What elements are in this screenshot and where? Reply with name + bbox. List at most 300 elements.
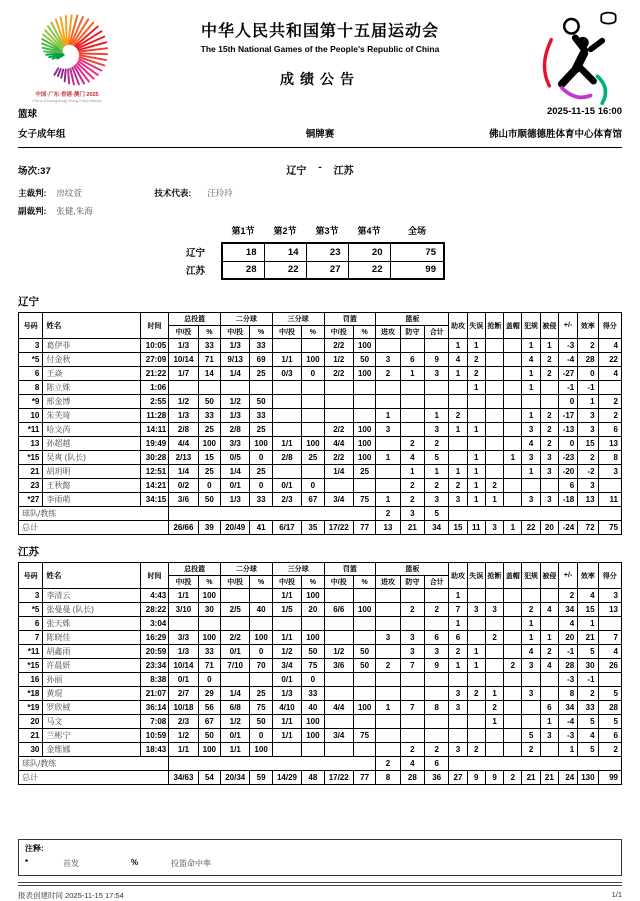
stat-cell: 1 [467, 423, 485, 437]
stat-cell: 14/29 [272, 771, 301, 785]
player-name: 邢金博 [43, 395, 140, 409]
stat-cell: 3 [522, 423, 540, 437]
stat-cell [400, 673, 424, 687]
team-coach-label: 球队/教练 [19, 757, 169, 771]
percent-legend: 投篮命中率 [171, 859, 211, 868]
team-coach-label: 球队/教练 [19, 507, 169, 521]
stat-cell: 10:59 [140, 729, 168, 743]
player-name: 王秋懿 [43, 479, 140, 493]
stat-cell: -1 [578, 381, 598, 395]
stat-cell: 69 [250, 353, 272, 367]
stat-cell: 7:08 [140, 715, 168, 729]
stat-cell: 100 [353, 423, 375, 437]
stat-cell: 1 [467, 465, 485, 479]
quarter-row [186, 243, 444, 261]
quarter-header: 第3节 [315, 226, 339, 236]
column-header: 罚篮 [324, 563, 376, 576]
stat-cell: 3/10 [169, 603, 198, 617]
column-header: 二分球 [221, 563, 273, 576]
stat-cell [425, 687, 449, 701]
stat-cell: 1 [522, 381, 540, 395]
column-header: 篮板 [376, 313, 449, 326]
player-name: 马文 [43, 715, 140, 729]
stat-cell: 75 [302, 659, 324, 673]
stat-cell: 0/1 [169, 673, 198, 687]
stat-cell: 2 [376, 507, 400, 521]
stat-cell: -4 [558, 353, 577, 367]
stat-cell: 1/3 [221, 339, 250, 353]
tech-delegate-label: 技术代表: [154, 188, 192, 198]
stat-cell: 29 [198, 687, 220, 701]
stat-cell: 1 [376, 409, 400, 423]
stat-cell [400, 381, 424, 395]
column-header: 进攻 [376, 576, 400, 589]
stat-cell: 75 [353, 729, 375, 743]
stat-cell: 1/2 [169, 395, 198, 409]
stat-cell: 16 [19, 673, 43, 687]
stat-cell: 25 [250, 423, 272, 437]
referee-label: 主裁判: [18, 188, 47, 198]
stat-cell: 1 [467, 451, 485, 465]
stat-cell: 33 [302, 687, 324, 701]
player-row [19, 631, 622, 645]
stat-cell [272, 339, 301, 353]
stat-cell: 100 [302, 715, 324, 729]
bulletin-title: 成绩公告 [280, 71, 360, 87]
player-name: 张天姝 [43, 617, 140, 631]
stat-cell: 9 [467, 771, 485, 785]
stat-cell [467, 395, 485, 409]
player-name: 吴爽 (队长) [43, 451, 140, 465]
round-label: 铜牌赛 [305, 129, 335, 140]
stat-cell: 100 [250, 743, 272, 757]
stat-cell: 1/4 [169, 465, 198, 479]
stat-cell: -18 [558, 493, 577, 507]
stat-cell [485, 465, 503, 479]
stat-cell: 11 [467, 521, 485, 535]
stat-cell [324, 673, 353, 687]
stat-cell: 15 [578, 437, 598, 451]
stat-cell [467, 437, 485, 451]
games-emblem-spiral-icon [27, 14, 107, 94]
player-name: 兰彬宁 [43, 729, 140, 743]
match-datetime: 2025-11-15 16:00 [546, 106, 622, 117]
stat-cell [353, 395, 375, 409]
stat-cell: 1 [504, 451, 522, 465]
stat-cell [522, 395, 540, 409]
stat-cell: 2 [376, 757, 400, 771]
stat-cell [169, 507, 376, 521]
column-header: 时间 [140, 313, 168, 339]
stat-cell: 8 [558, 687, 577, 701]
stat-cell: 0 [250, 729, 272, 743]
stat-cell: 2 [467, 367, 485, 381]
stat-cell: 4 [540, 659, 558, 673]
stat-cell: 5 [598, 715, 621, 729]
stat-cell: 1 [449, 589, 467, 603]
stat-cell: 1 [522, 367, 540, 381]
stat-cell [504, 673, 522, 687]
tech-delegate-name: 汪玲玲 [207, 188, 233, 198]
stat-cell: 2/2 [221, 631, 250, 645]
stat-cell: 21 [540, 771, 558, 785]
quarter-score: 28 [222, 261, 264, 279]
stat-cell [425, 395, 449, 409]
stat-cell [400, 423, 424, 437]
notes-box [18, 839, 622, 876]
stat-cell [504, 701, 522, 715]
quarter-team-label: 江苏 [186, 266, 206, 277]
stat-cell [540, 687, 558, 701]
stat-cell: 0 [250, 479, 272, 493]
stat-cell: 1/1 [169, 589, 198, 603]
stat-cell: 4 [578, 589, 598, 603]
stat-cell: 25 [353, 465, 375, 479]
stat-cell: 22 [598, 353, 621, 367]
quarter-score: 23 [306, 243, 348, 261]
stat-cell: 3 [376, 353, 400, 367]
stat-cell [376, 603, 400, 617]
player-row [19, 743, 622, 757]
quarter-header: 第1节 [231, 226, 255, 236]
stat-cell: 5 [598, 687, 621, 701]
stat-cell: 2 [485, 631, 503, 645]
stat-cell [198, 617, 220, 631]
player-name: 胡鑫雨 [43, 645, 140, 659]
stat-cell [540, 589, 558, 603]
stat-cell: 2 [540, 409, 558, 423]
stat-cell: 2:55 [140, 395, 168, 409]
stat-cell: 70 [250, 659, 272, 673]
stat-cell [272, 743, 301, 757]
stat-cell: 0/1 [221, 645, 250, 659]
player-row [19, 729, 622, 743]
stat-cell: 2/13 [169, 451, 198, 465]
column-header: 进攻 [376, 326, 400, 339]
stat-cell [540, 395, 558, 409]
stat-cell [467, 617, 485, 631]
player-row [19, 589, 622, 603]
stat-cell [353, 743, 375, 757]
stat-cell [485, 617, 503, 631]
stat-cell: 24 [558, 771, 577, 785]
stat-cell [376, 465, 400, 479]
stat-cell: 2 [504, 771, 522, 785]
column-header: 犯规 [522, 563, 540, 589]
stat-cell: 130 [578, 771, 598, 785]
stat-cell: 6 [400, 353, 424, 367]
stat-cell [449, 437, 467, 451]
stat-cell: 2 [578, 451, 598, 465]
stat-cell [485, 673, 503, 687]
column-header: 二分球 [221, 313, 273, 326]
stat-cell: 6 [19, 617, 43, 631]
stat-cell: 1/1 [272, 437, 301, 451]
stat-cell: -1 [578, 673, 598, 687]
stat-cell [598, 673, 621, 687]
stat-cell: 3 [540, 451, 558, 465]
stat-cell: 23:34 [140, 659, 168, 673]
stat-cell [504, 395, 522, 409]
stat-cell: 0/1 [221, 479, 250, 493]
stat-cell: 3 [522, 493, 540, 507]
stat-cell: 1 [449, 423, 467, 437]
stat-cell: 33 [198, 339, 220, 353]
stat-cell: -3 [558, 673, 577, 687]
quarter-score: 20 [348, 243, 390, 261]
quarter-score: 14 [264, 243, 306, 261]
stat-cell: 1 [467, 381, 485, 395]
stat-cell [250, 617, 272, 631]
stat-cell: 28 [598, 701, 621, 715]
stat-cell [376, 743, 400, 757]
stat-cell: *11 [19, 645, 43, 659]
stat-cell: 15 [198, 451, 220, 465]
matchup [286, 162, 353, 177]
box-score-table-home [18, 312, 622, 535]
stat-cell [376, 339, 400, 353]
column-header: 号码 [19, 563, 43, 589]
stat-cell [449, 395, 467, 409]
stat-cell: 14:11 [140, 423, 168, 437]
stat-cell [353, 409, 375, 423]
stat-cell: 3 [522, 451, 540, 465]
stat-cell: 1 [540, 715, 558, 729]
stat-cell: *18 [19, 687, 43, 701]
stat-cell: 21 [19, 465, 43, 479]
stat-cell: 20:59 [140, 645, 168, 659]
stat-cell: 2 [522, 743, 540, 757]
stat-cell: 4 [449, 353, 467, 367]
stat-cell [522, 479, 540, 493]
stat-cell: 1 [522, 465, 540, 479]
stat-cell: *15 [19, 451, 43, 465]
stat-cell: -1 [558, 645, 577, 659]
player-row [19, 423, 622, 437]
stat-cell: 10/14 [169, 353, 198, 367]
stat-cell: 3 [522, 659, 540, 673]
stat-cell [540, 617, 558, 631]
stat-cell: 3 [400, 645, 424, 659]
stat-cell: 6 [558, 479, 577, 493]
player-row [19, 353, 622, 367]
stat-cell [198, 381, 220, 395]
stat-cell: *5 [19, 353, 43, 367]
stat-cell: 1 [540, 631, 558, 645]
stat-cell: 2 [578, 687, 598, 701]
stat-cell [467, 409, 485, 423]
stat-cell: 3:04 [140, 617, 168, 631]
stat-cell [376, 687, 400, 701]
stat-cell: 28 [400, 771, 424, 785]
stat-cell: 3 [598, 589, 621, 603]
stat-cell: 11:28 [140, 409, 168, 423]
column-header: % [353, 576, 375, 589]
column-header: 效率 [578, 313, 598, 339]
quarter-header: 第2节 [273, 226, 297, 236]
player-row [19, 687, 622, 701]
group-label: 女子成年组 [18, 129, 66, 140]
stat-cell: 17/22 [324, 771, 353, 785]
stat-cell [302, 423, 324, 437]
stat-cell: 28 [558, 659, 577, 673]
stat-cell [302, 381, 324, 395]
stat-cell: 21 [522, 771, 540, 785]
notes-title: 注释: [25, 844, 44, 853]
stat-cell: 30 [578, 659, 598, 673]
team-coach-row [19, 507, 622, 521]
stat-cell [504, 715, 522, 729]
stat-cell: 16:29 [140, 631, 168, 645]
stat-cell: 56 [198, 701, 220, 715]
stat-cell [272, 395, 301, 409]
column-header: 姓名 [43, 313, 140, 339]
stat-cell [400, 729, 424, 743]
stat-cell: 36 [425, 771, 449, 785]
stat-cell: 8 [425, 701, 449, 715]
quarter-score: 18 [222, 243, 264, 261]
column-header: % [198, 326, 220, 339]
stat-cell: 3 [578, 423, 598, 437]
stat-cell: 3 [400, 507, 424, 521]
stat-cell: 11 [598, 493, 621, 507]
player-name: 张曼曼 (队长) [43, 603, 140, 617]
stat-cell: 13 [19, 437, 43, 451]
stat-cell: 1/2 [324, 353, 353, 367]
stat-cell: 2 [558, 589, 577, 603]
stat-cell: 3 [467, 603, 485, 617]
stat-cell: 67 [198, 715, 220, 729]
stat-cell: 50 [302, 645, 324, 659]
stat-cell: 3 [425, 645, 449, 659]
column-header: 号码 [19, 313, 43, 339]
stat-cell [376, 395, 400, 409]
stat-cell: 50 [198, 395, 220, 409]
stat-cell: 100 [353, 603, 375, 617]
stat-cell: 1/3 [272, 687, 301, 701]
quarter-score: 22 [348, 261, 390, 279]
stat-cell: 0 [250, 451, 272, 465]
stat-cell: 9/13 [221, 353, 250, 367]
stat-cell: -23 [558, 451, 577, 465]
column-header: 盖帽 [504, 563, 522, 589]
stat-cell [449, 673, 467, 687]
column-header: 时间 [140, 563, 168, 589]
stat-cell: 20 [302, 603, 324, 617]
column-header: 三分球 [272, 563, 324, 576]
stat-cell: 1 [485, 687, 503, 701]
stat-cell [169, 757, 376, 771]
column-header: 姓名 [43, 563, 140, 589]
stat-cell: 2 [400, 493, 424, 507]
stat-cell: 0 [302, 673, 324, 687]
stat-cell [272, 465, 301, 479]
percent-symbol: % [131, 858, 139, 867]
match-line [18, 162, 622, 177]
stat-cell: *15 [19, 659, 43, 673]
stat-cell: 3 [449, 701, 467, 715]
player-name: 付金秋 [43, 353, 140, 367]
stat-cell [324, 479, 353, 493]
stat-cell [376, 381, 400, 395]
column-header: % [302, 326, 324, 339]
player-row [19, 715, 622, 729]
stat-cell [504, 409, 522, 423]
column-header: 中/投 [324, 326, 353, 339]
stat-cell [449, 507, 622, 521]
stat-cell: 7 [400, 659, 424, 673]
stat-cell: 3 [485, 603, 503, 617]
stat-cell: 12:51 [140, 465, 168, 479]
stat-cell [485, 729, 503, 743]
stat-cell: 2/3 [169, 715, 198, 729]
stat-cell: 1 [449, 367, 467, 381]
stat-cell [425, 339, 449, 353]
stat-cell: 2/2 [324, 451, 353, 465]
stat-cell: 1 [522, 617, 540, 631]
stat-cell: 4 [522, 645, 540, 659]
stat-cell: 1/3 [169, 339, 198, 353]
stat-cell: 33 [250, 409, 272, 423]
stat-cell [504, 479, 522, 493]
stat-cell [353, 715, 375, 729]
stat-cell [400, 409, 424, 423]
column-header: % [198, 576, 220, 589]
quarter-row [186, 261, 444, 279]
stat-cell: 2/8 [169, 423, 198, 437]
stat-cell: 4 [598, 645, 621, 659]
stat-cell: 1 [449, 339, 467, 353]
stat-cell: 5 [578, 743, 598, 757]
stat-cell: 1 [578, 617, 598, 631]
stat-cell: 3 [449, 743, 467, 757]
stat-cell: -20 [558, 465, 577, 479]
stat-cell: 0 [302, 479, 324, 493]
stat-cell: 7 [449, 603, 467, 617]
column-header: 盖帽 [504, 313, 522, 339]
basketball-pictogram-icon [534, 8, 630, 108]
stat-cell [485, 353, 503, 367]
stat-cell: 40 [250, 603, 272, 617]
stat-cell: 3/3 [169, 631, 198, 645]
player-name: 罗欣棫 [43, 701, 140, 715]
column-header: 防守 [400, 326, 424, 339]
stat-cell: 50 [353, 353, 375, 367]
stat-cell: 2/8 [272, 451, 301, 465]
player-row [19, 493, 622, 507]
stat-cell: 3 [19, 339, 43, 353]
column-header: 三分球 [272, 313, 324, 326]
stat-cell [467, 631, 485, 645]
game-number: 场次:37 [18, 165, 51, 177]
emblem-caption-cn: 中国·广东·香港·澳门 2025 [35, 92, 99, 98]
home-team: 辽宁 [286, 166, 307, 177]
stat-cell [324, 589, 353, 603]
stat-cell: 3 [19, 589, 43, 603]
stat-cell [504, 437, 522, 451]
stat-cell: 2/2 [324, 423, 353, 437]
stat-cell [425, 673, 449, 687]
stat-cell [376, 715, 400, 729]
officials-row-1 [18, 187, 622, 199]
stat-cell: 30:28 [140, 451, 168, 465]
stat-cell [302, 465, 324, 479]
stat-cell: 13 [376, 521, 400, 535]
stat-cell: 4 [578, 729, 598, 743]
stat-cell [376, 645, 400, 659]
stat-cell: 2 [449, 479, 467, 493]
stat-cell: 1/1 [272, 631, 301, 645]
